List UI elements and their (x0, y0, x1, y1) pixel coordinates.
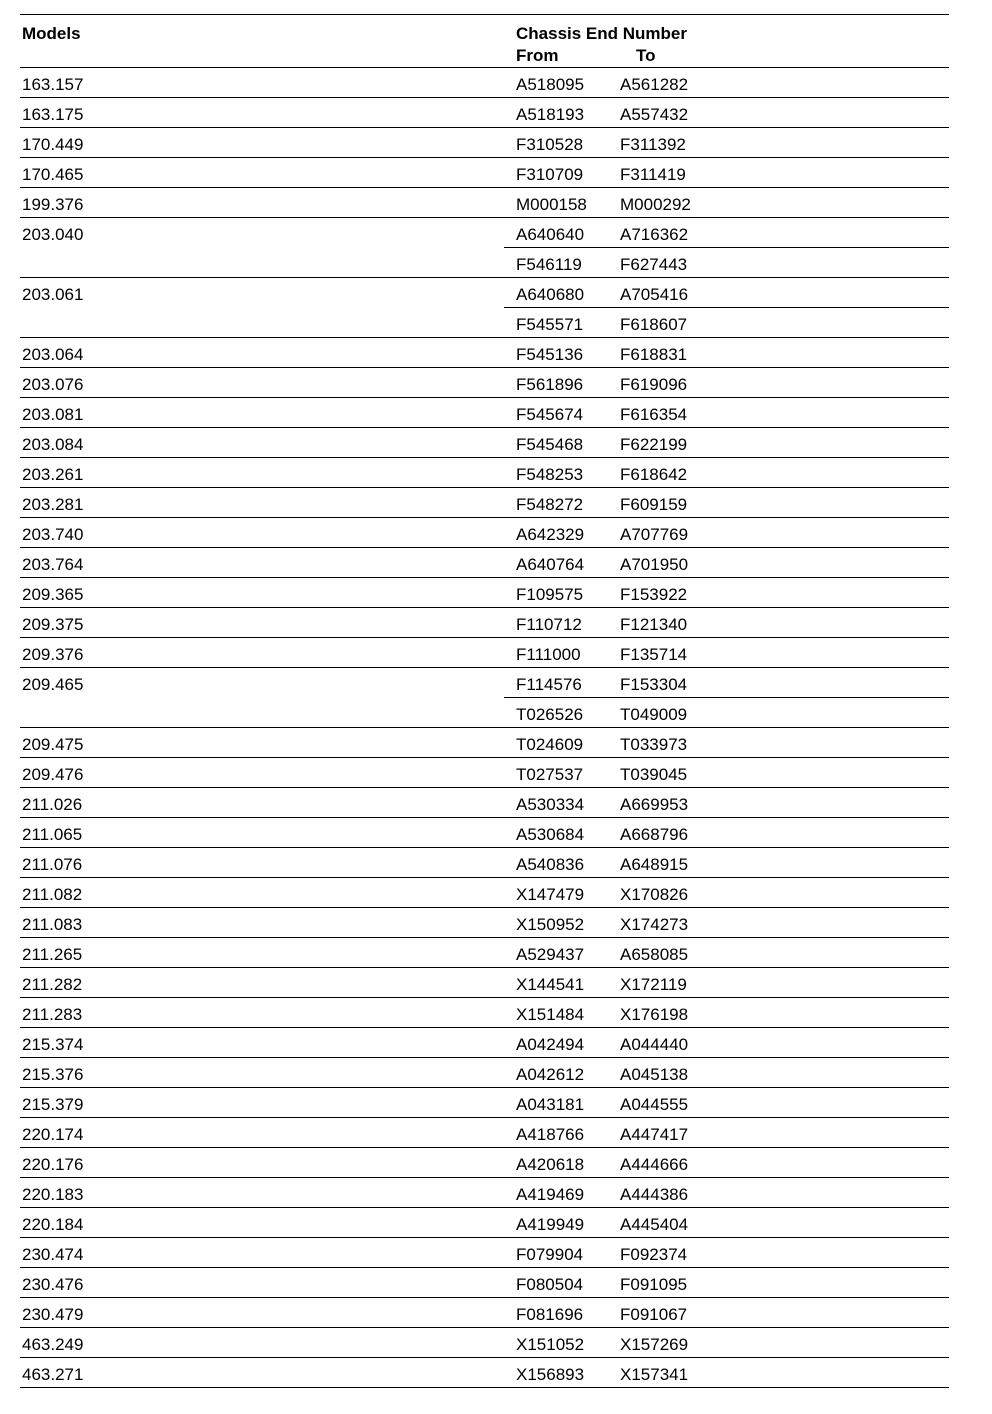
table-row (20, 938, 949, 968)
table-header (20, 15, 949, 68)
table-row (20, 158, 949, 188)
table-row (20, 248, 949, 278)
table-row (20, 1178, 949, 1208)
table-row (20, 518, 949, 548)
model-cell: 170.449 (22, 135, 84, 154)
from-cell: A529437 (516, 945, 585, 964)
to-cell: X170826 (620, 885, 689, 904)
model-cell: 209.375 (22, 615, 84, 634)
to-cell: F616354 (620, 405, 688, 424)
table-row (20, 428, 949, 458)
from-cell: A640640 (516, 225, 585, 244)
table-row (20, 638, 949, 668)
from-cell: A530684 (516, 825, 585, 844)
table-row (20, 1058, 949, 1088)
to-cell: F311392 (620, 135, 686, 154)
table-row (20, 98, 949, 128)
to-cell: A648915 (620, 855, 689, 874)
to-cell: A658085 (620, 945, 689, 964)
to-cell: A716362 (620, 225, 689, 244)
table-row (20, 908, 949, 938)
from-cell: A642329 (516, 525, 585, 544)
from-cell: F548272 (516, 495, 584, 514)
model-cell: 203.764 (22, 555, 84, 574)
from-cell: X156893 (516, 1365, 585, 1384)
table-row (20, 368, 949, 398)
model-cell: 203.064 (22, 345, 84, 364)
model-cell: 211.082 (22, 885, 83, 904)
table-row (20, 1268, 949, 1298)
to-cell: A705416 (620, 285, 689, 304)
to-cell: X176198 (620, 1005, 689, 1024)
from-cell: F079904 (516, 1245, 584, 1264)
from-cell: F109575 (516, 585, 584, 604)
from-column-header: From (516, 46, 559, 65)
from-cell: F545136 (516, 345, 584, 364)
to-cell: A445404 (620, 1215, 689, 1234)
table-row (20, 1298, 949, 1328)
model-cell: 220.174 (22, 1125, 84, 1144)
to-cell: F609159 (620, 495, 688, 514)
from-cell: F546119 (516, 255, 582, 274)
model-cell: 220.176 (22, 1155, 84, 1174)
model-cell: 230.476 (22, 1275, 84, 1294)
table-row (20, 788, 949, 818)
model-cell: 203.040 (22, 225, 84, 244)
to-cell: F153922 (620, 585, 688, 604)
to-cell: F153304 (620, 675, 688, 694)
from-cell: A640764 (516, 555, 585, 574)
table-row (20, 308, 949, 338)
from-cell: T024609 (516, 735, 584, 754)
model-cell: 211.265 (22, 945, 83, 964)
to-cell: F618607 (620, 315, 688, 334)
table-body (20, 68, 949, 1388)
model-cell: 163.157 (22, 75, 84, 94)
model-cell: 203.740 (22, 525, 84, 544)
to-cell: A668796 (620, 825, 689, 844)
to-cell: A707769 (620, 525, 689, 544)
to-cell: F091095 (620, 1275, 688, 1294)
model-cell: 215.376 (22, 1065, 84, 1084)
from-cell: F080504 (516, 1275, 584, 1294)
model-cell: 203.084 (22, 435, 84, 454)
model-cell: 220.184 (22, 1215, 84, 1234)
row-divider (20, 1387, 949, 1388)
from-cell: A419949 (516, 1215, 585, 1234)
table-row (20, 218, 949, 248)
from-cell: M000158 (516, 195, 587, 214)
table-row (20, 338, 949, 368)
from-cell: A518193 (516, 105, 585, 124)
to-column-header: To (636, 46, 656, 65)
table-row (20, 128, 949, 158)
table-row (20, 758, 949, 788)
model-cell: 209.465 (22, 675, 84, 694)
table-row (20, 278, 949, 308)
model-cell: 209.376 (22, 645, 84, 664)
to-cell: A447417 (620, 1125, 689, 1144)
table-row (20, 848, 949, 878)
to-cell: A444666 (620, 1155, 689, 1174)
model-cell: 211.076 (22, 855, 83, 874)
model-cell: 230.474 (22, 1245, 84, 1264)
to-cell: A557432 (620, 105, 689, 124)
table-row (20, 1028, 949, 1058)
from-cell: F114576 (516, 675, 582, 694)
model-cell: 211.282 (22, 975, 83, 994)
to-cell: F092374 (620, 1245, 688, 1264)
chassis-end-number-header: Chassis End Number (516, 24, 687, 43)
to-cell: F618642 (620, 465, 688, 484)
model-cell: 209.476 (22, 765, 84, 784)
from-cell: X150952 (516, 915, 585, 934)
table-row (20, 1118, 949, 1148)
from-cell: F310528 (516, 135, 584, 154)
to-cell: X172119 (620, 975, 687, 994)
table-row (20, 68, 949, 98)
from-cell: F545571 (516, 315, 584, 334)
from-cell: F111000 (516, 645, 581, 664)
to-cell: F622199 (620, 435, 688, 454)
model-cell: 211.026 (22, 795, 83, 814)
model-cell: 170.465 (22, 165, 84, 184)
to-cell: A561282 (620, 75, 689, 94)
models-column-header: Models (22, 24, 81, 43)
table-row (20, 1358, 949, 1388)
model-cell: 163.175 (22, 105, 84, 124)
to-cell: F311419 (620, 165, 686, 184)
to-cell: A044555 (620, 1095, 689, 1114)
table-row (20, 1328, 949, 1358)
table-row (20, 968, 949, 998)
table-row (20, 608, 949, 638)
from-cell: F545674 (516, 405, 584, 424)
to-cell: A044440 (620, 1035, 689, 1054)
from-cell: F545468 (516, 435, 584, 454)
model-cell: 463.271 (22, 1365, 84, 1384)
model-cell: 203.081 (22, 405, 84, 424)
to-cell: A669953 (620, 795, 689, 814)
to-cell: F135714 (620, 645, 688, 664)
model-cell: 203.076 (22, 375, 84, 394)
model-cell: 203.261 (22, 465, 84, 484)
to-cell: T039045 (620, 765, 688, 784)
from-cell: F561896 (516, 375, 584, 394)
model-cell: 215.379 (22, 1095, 84, 1114)
chassis-end-number-table (20, 14, 949, 1388)
from-cell: A042494 (516, 1035, 585, 1054)
to-cell: X174273 (620, 915, 689, 934)
from-cell: A419469 (516, 1185, 585, 1204)
table-row (20, 398, 949, 428)
table-row (20, 1088, 949, 1118)
table-row (20, 578, 949, 608)
from-cell: A540836 (516, 855, 585, 874)
from-cell: F081696 (516, 1305, 584, 1324)
to-cell: A444386 (620, 1185, 689, 1204)
model-cell: 211.065 (22, 825, 83, 844)
from-cell: F110712 (516, 615, 582, 634)
table-row (20, 878, 949, 908)
from-cell: X151484 (516, 1005, 585, 1024)
from-cell: X151052 (516, 1335, 585, 1354)
to-cell: T033973 (620, 735, 688, 754)
model-cell: 230.479 (22, 1305, 84, 1324)
table-row (20, 698, 949, 728)
from-cell: A042612 (516, 1065, 585, 1084)
from-cell: F310709 (516, 165, 584, 184)
model-cell: 199.376 (22, 195, 84, 214)
model-cell: 220.183 (22, 1185, 84, 1204)
model-cell: 203.281 (22, 495, 84, 514)
from-cell: T026526 (516, 705, 584, 724)
from-cell: X144541 (516, 975, 585, 994)
from-cell: F548253 (516, 465, 584, 484)
table-row (20, 818, 949, 848)
from-cell: A530334 (516, 795, 585, 814)
table-row (20, 188, 949, 218)
to-cell: F627443 (620, 255, 688, 274)
model-cell: 203.061 (22, 285, 84, 304)
table-row (20, 668, 949, 698)
table-row (20, 548, 949, 578)
from-cell: A418766 (516, 1125, 585, 1144)
from-cell: A640680 (516, 285, 585, 304)
table-row (20, 488, 949, 518)
to-cell: F121340 (620, 615, 688, 634)
model-cell: 211.283 (22, 1005, 83, 1024)
to-cell: A701950 (620, 555, 689, 574)
model-cell: 209.365 (22, 585, 84, 604)
model-cell: 215.374 (22, 1035, 84, 1054)
model-cell: 463.249 (22, 1335, 84, 1354)
table-row (20, 1238, 949, 1268)
table-row (20, 458, 949, 488)
from-cell: X147479 (516, 885, 585, 904)
to-cell: T049009 (620, 705, 688, 724)
to-cell: M000292 (620, 195, 691, 214)
to-cell: X157269 (620, 1335, 689, 1354)
from-cell: A518095 (516, 75, 585, 94)
from-cell: A420618 (516, 1155, 585, 1174)
table-row (20, 728, 949, 758)
to-cell: F619096 (620, 375, 688, 394)
to-cell: F618831 (620, 345, 688, 364)
model-cell: 211.083 (22, 915, 83, 934)
table-row (20, 1208, 949, 1238)
to-cell: X157341 (620, 1365, 689, 1384)
from-cell: A043181 (516, 1095, 585, 1114)
from-cell: T027537 (516, 765, 584, 784)
to-cell: A045138 (620, 1065, 689, 1084)
model-cell: 209.475 (22, 735, 84, 754)
table-row (20, 998, 949, 1028)
table-row (20, 1148, 949, 1178)
to-cell: F091067 (620, 1305, 688, 1324)
